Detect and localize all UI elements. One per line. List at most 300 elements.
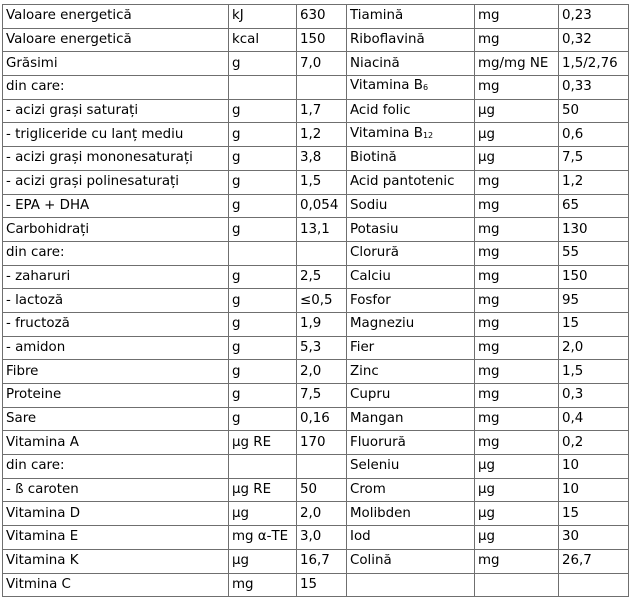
value-text: 3,0 (300, 529, 322, 545)
value-text: 170 (300, 434, 326, 450)
nutrient-name-cell (3, 5, 229, 29)
unit-text: g (232, 339, 241, 355)
unit-cell-right (475, 99, 559, 123)
nutrient-name-text-right: Calciu (350, 268, 391, 284)
nutrient-name-cell (3, 360, 229, 384)
value-text-right: 130 (562, 221, 588, 237)
nutrient-name-text: Valoare energetică (6, 32, 132, 48)
unit-text: g (232, 55, 241, 71)
nutrient-name-cell-right (347, 5, 475, 29)
value-cell-right (559, 5, 629, 29)
nutrient-name-text: Carbohidrați (6, 221, 90, 237)
value-text-right: 150 (562, 268, 588, 284)
unit-text-right: mg (478, 245, 500, 261)
unit-cell-right (475, 265, 559, 289)
nutrient-name-cell-right (347, 52, 475, 76)
value-text-right: 26,7 (562, 553, 592, 569)
value-cell (297, 360, 347, 384)
nutrient-name-cell-right (347, 502, 475, 526)
value-text: ≤0,5 (300, 292, 333, 308)
nutrient-name-cell-right (347, 455, 475, 479)
value-text: 2,5 (300, 268, 322, 284)
unit-text: µg (232, 505, 250, 521)
unit-cell-right (475, 526, 559, 550)
nutrient-name-text-right: Colină (350, 553, 392, 569)
value-text: 50 (300, 482, 318, 498)
value-cell (297, 194, 347, 218)
nutrient-name-cell (3, 194, 229, 218)
unit-cell-right (475, 170, 559, 194)
unit-text-right: mg (478, 316, 500, 332)
unit-text-right: mg (478, 387, 500, 403)
nutrient-name-cell-right (347, 28, 475, 52)
value-text-right: 10 (562, 482, 580, 498)
table-row (3, 194, 629, 218)
value-cell (297, 549, 347, 573)
nutrient-name-cell-right (347, 407, 475, 431)
value-cell-right (559, 52, 629, 76)
unit-cell-right (475, 455, 559, 479)
unit-cell-right (475, 573, 559, 597)
value-cell (297, 478, 347, 502)
unit-text: g (232, 150, 241, 166)
unit-cell-right (475, 360, 559, 384)
value-text-right: 30 (562, 529, 580, 545)
value-text-right: 15 (562, 316, 580, 332)
unit-cell-right (475, 336, 559, 360)
value-cell-right (559, 147, 629, 171)
unit-cell-right (475, 52, 559, 76)
value-text: 16,7 (300, 553, 330, 569)
nutrient-name-text-right: Magneziu (350, 316, 415, 332)
value-cell-right (559, 76, 629, 100)
nutrient-name-cell-right (347, 384, 475, 408)
nutrient-name-text: Sare (6, 411, 37, 427)
value-cell-right (559, 549, 629, 573)
value-text: 1,7 (300, 103, 322, 119)
value-text-right: 95 (562, 292, 580, 308)
value-cell (297, 502, 347, 526)
unit-cell (229, 5, 297, 29)
unit-cell (229, 526, 297, 550)
value-cell-right (559, 360, 629, 384)
table-row (3, 431, 629, 455)
unit-cell-right (475, 5, 559, 29)
unit-text: g (232, 363, 241, 379)
table-row (3, 526, 629, 550)
unit-cell (229, 360, 297, 384)
table-row (3, 407, 629, 431)
value-text: 15 (300, 576, 318, 592)
table-row (3, 455, 629, 479)
nutrient-name-text: Vitamina D (6, 505, 81, 521)
unit-text-right: mg (478, 268, 500, 284)
nutrient-name-cell (3, 526, 229, 550)
nutrient-name-cell-right (347, 123, 475, 147)
unit-cell (229, 265, 297, 289)
value-cell (297, 76, 347, 100)
nutrient-name-cell-right (347, 431, 475, 455)
table-row (3, 170, 629, 194)
value-text: 630 (300, 8, 326, 24)
value-text-right: 0,3 (562, 387, 584, 403)
table-row (3, 147, 629, 171)
value-cell-right (559, 573, 629, 597)
table-row (3, 502, 629, 526)
value-cell (297, 123, 347, 147)
nutrient-name-text-right: Sodiu (350, 197, 388, 213)
unit-text-right: mg (478, 197, 500, 213)
nutrient-name-text-right: Niacină (350, 55, 400, 71)
unit-cell (229, 241, 297, 265)
value-text-right: 1,5 (562, 363, 584, 379)
nutrient-name-text-right: Vitamina B (350, 125, 423, 141)
value-cell (297, 52, 347, 76)
nutrient-name-text-right: Mangan (350, 411, 404, 427)
unit-text-right: mg (478, 8, 500, 24)
value-cell (297, 526, 347, 550)
unit-text-right: µg (478, 126, 496, 142)
unit-text-right: µg (478, 529, 496, 545)
unit-cell-right (475, 431, 559, 455)
value-text-right: 65 (562, 197, 580, 213)
nutrient-name-text-right: Zinc (350, 363, 379, 379)
nutrient-name-text-right: Fosfor (350, 292, 391, 308)
value-cell-right (559, 99, 629, 123)
unit-text: g (232, 103, 241, 119)
unit-text-right: mg (478, 174, 500, 190)
nutrient-name-text-right: Cupru (350, 387, 391, 403)
nutrient-name-cell (3, 99, 229, 123)
value-cell-right (559, 502, 629, 526)
nutrient-name-cell-right (347, 76, 475, 100)
nutrient-name-cell (3, 265, 229, 289)
value-cell (297, 384, 347, 408)
unit-cell (229, 573, 297, 597)
value-cell-right (559, 265, 629, 289)
nutrient-name-cell (3, 170, 229, 194)
unit-cell-right (475, 312, 559, 336)
unit-cell (229, 478, 297, 502)
value-text-right: 0,4 (562, 411, 584, 427)
nutrient-name-text-right: Tiamină (350, 8, 404, 24)
nutrient-name-text: - acizi grași saturați (6, 103, 139, 119)
nutrient-name-cell (3, 289, 229, 313)
value-text: 0,054 (300, 197, 339, 213)
unit-cell (229, 549, 297, 573)
value-cell (297, 336, 347, 360)
nutrient-name-text: - amidon (6, 339, 66, 355)
value-text: 5,3 (300, 339, 322, 355)
nutrient-name-cell (3, 431, 229, 455)
nutrient-name-text-right: Molibden (350, 505, 411, 521)
unit-cell-right (475, 218, 559, 242)
nutrient-name-text: - acizi grași mononesaturați (6, 150, 193, 166)
unit-cell (229, 431, 297, 455)
table-row (3, 384, 629, 408)
value-cell (297, 407, 347, 431)
value-text-right: 7,5 (562, 150, 584, 166)
value-text-right: 0,2 (562, 434, 584, 450)
unit-text: g (232, 316, 241, 332)
nutrient-name-text: Vitmina C (6, 576, 71, 592)
unit-text-right: mg (478, 79, 500, 95)
nutrient-name-cell (3, 28, 229, 52)
table-row (3, 336, 629, 360)
unit-text-right: mg (478, 292, 500, 308)
nutrient-name-text: Proteine (6, 387, 62, 403)
value-cell-right (559, 312, 629, 336)
unit-text: kcal (232, 32, 260, 48)
nutrient-name-cell (3, 218, 229, 242)
table-row (3, 5, 629, 29)
unit-text-right: µg (478, 458, 496, 474)
nutrient-name-cell (3, 147, 229, 171)
unit-text-right: µg (478, 482, 496, 498)
value-text-right: 55 (562, 245, 580, 261)
table-row (3, 312, 629, 336)
value-text: 1,5 (300, 174, 322, 190)
unit-text: mg (232, 576, 254, 592)
table-row (3, 478, 629, 502)
nutrient-name-text: din care: (6, 458, 65, 474)
table-row (3, 549, 629, 573)
nutrient-name-text-right: Fluorură (350, 434, 406, 450)
nutrient-name-cell-right (347, 360, 475, 384)
nutrient-name-cell (3, 336, 229, 360)
unit-cell-right (475, 147, 559, 171)
unit-text: g (232, 197, 241, 213)
unit-text-right: mg (478, 411, 500, 427)
unit-cell-right (475, 123, 559, 147)
value-text: 2,0 (300, 363, 322, 379)
value-cell (297, 99, 347, 123)
value-cell-right (559, 194, 629, 218)
value-cell (297, 147, 347, 171)
unit-text-right: mg (478, 553, 500, 569)
nutrient-name-cell (3, 52, 229, 76)
nutrient-name-text: - fructoză (6, 316, 70, 332)
unit-cell (229, 76, 297, 100)
value-text: 150 (300, 32, 326, 48)
unit-text-right: µg (478, 103, 496, 119)
nutrient-name-cell-right (347, 526, 475, 550)
value-text-right: 0,32 (562, 32, 592, 48)
unit-cell (229, 123, 297, 147)
table-row (3, 123, 629, 147)
unit-cell (229, 384, 297, 408)
unit-cell-right (475, 478, 559, 502)
unit-text: µg RE (232, 434, 272, 450)
value-text-right: 10 (562, 458, 580, 474)
nutrient-name-cell (3, 407, 229, 431)
unit-text: µg RE (232, 482, 272, 498)
unit-cell (229, 170, 297, 194)
nutrient-name-cell-right (347, 312, 475, 336)
nutrient-name-text-right: Fier (350, 339, 375, 355)
nutrient-name-cell-right (347, 573, 475, 597)
unit-text: g (232, 174, 241, 190)
unit-text: g (232, 126, 241, 142)
nutrient-name-cell-right (347, 336, 475, 360)
unit-text-right: mg (478, 32, 500, 48)
value-cell (297, 455, 347, 479)
nutrient-name-text: Vitamina K (6, 553, 79, 569)
nutrient-name-cell-right (347, 241, 475, 265)
value-cell (297, 28, 347, 52)
table-row (3, 218, 629, 242)
unit-cell (229, 28, 297, 52)
unit-cell (229, 99, 297, 123)
table-row (3, 241, 629, 265)
nutrient-name-text-right: Iod (350, 529, 371, 545)
value-cell-right (559, 28, 629, 52)
table-row (3, 289, 629, 313)
unit-text-right: mg (478, 434, 500, 450)
subscript-text: 6 (422, 83, 429, 93)
unit-cell-right (475, 28, 559, 52)
nutrient-name-cell (3, 573, 229, 597)
nutrient-name-cell-right (347, 289, 475, 313)
unit-cell (229, 312, 297, 336)
unit-cell-right (475, 289, 559, 313)
unit-cell (229, 289, 297, 313)
value-text-right: 50 (562, 103, 580, 119)
nutrient-name-text: - trigliceride cu lanț mediu (6, 126, 184, 142)
nutrient-name-text: Vitamina E (6, 529, 79, 545)
value-cell (297, 312, 347, 336)
value-cell (297, 431, 347, 455)
table-row (3, 52, 629, 76)
nutrient-name-cell-right (347, 478, 475, 502)
nutrient-name-cell (3, 312, 229, 336)
value-cell (297, 5, 347, 29)
unit-cell-right (475, 76, 559, 100)
nutrient-name-cell (3, 502, 229, 526)
unit-text: g (232, 221, 241, 237)
value-cell-right (559, 218, 629, 242)
value-cell (297, 170, 347, 194)
unit-cell-right (475, 384, 559, 408)
nutrient-name-cell (3, 549, 229, 573)
unit-text: µg (232, 553, 250, 569)
nutrient-name-cell-right (347, 99, 475, 123)
nutrient-name-text: - lactoză (6, 292, 64, 308)
value-cell (297, 265, 347, 289)
nutrient-name-cell-right (347, 147, 475, 171)
nutrient-name-text-right: Potasiu (350, 221, 399, 237)
table-row (3, 265, 629, 289)
value-cell-right (559, 526, 629, 550)
unit-text-right: mg (478, 363, 500, 379)
value-cell-right (559, 431, 629, 455)
unit-text: mg α-TE (232, 529, 289, 545)
nutrient-name-cell-right (347, 218, 475, 242)
table-row (3, 573, 629, 597)
value-text: 3,8 (300, 150, 322, 166)
value-text-right: 0,23 (562, 8, 592, 24)
value-cell-right (559, 478, 629, 502)
unit-cell (229, 194, 297, 218)
value-cell-right (559, 170, 629, 194)
nutrient-name-text-right: Seleniu (350, 458, 400, 474)
nutrient-name-text-right: Acid pantotenic (350, 174, 455, 190)
nutrient-name-cell-right (347, 170, 475, 194)
unit-cell (229, 147, 297, 171)
nutrient-name-text-right: Crom (350, 482, 386, 498)
value-cell-right (559, 455, 629, 479)
value-cell-right (559, 289, 629, 313)
value-text-right: 1,2 (562, 174, 584, 190)
unit-cell (229, 455, 297, 479)
nutrient-name-cell (3, 455, 229, 479)
nutrient-name-text: din care: (6, 245, 65, 261)
unit-cell-right (475, 241, 559, 265)
nutrient-name-text-right: Acid folic (350, 103, 411, 119)
value-cell-right (559, 241, 629, 265)
value-text-right: 1,5/2,76 (562, 55, 618, 71)
nutrient-name-text: Vitamina A (6, 434, 79, 450)
value-cell (297, 289, 347, 313)
value-text: 2,0 (300, 505, 322, 521)
unit-cell-right (475, 194, 559, 218)
table-row (3, 28, 629, 52)
value-text: 13,1 (300, 221, 330, 237)
value-cell (297, 573, 347, 597)
nutrient-name-cell (3, 76, 229, 100)
value-text: 0,16 (300, 411, 330, 427)
unit-text-right: mg (478, 339, 500, 355)
nutrient-name-text: - ß caroten (6, 482, 79, 498)
unit-text: g (232, 292, 241, 308)
table-row (3, 360, 629, 384)
nutrition-table (2, 4, 629, 597)
value-text: 1,2 (300, 126, 322, 142)
value-cell-right (559, 384, 629, 408)
nutrient-name-cell (3, 241, 229, 265)
value-text-right: 2,0 (562, 339, 584, 355)
nutrient-name-text: Valoare energetică (6, 8, 132, 24)
table-row (3, 76, 629, 100)
nutrient-name-text-right: Clorură (350, 245, 399, 261)
nutrient-name-text: - zaharuri (6, 268, 71, 284)
value-cell (297, 241, 347, 265)
unit-text-right: µg (478, 505, 496, 521)
value-text: 7,0 (300, 55, 322, 71)
value-text: 1,9 (300, 316, 322, 332)
nutrition-table-body (3, 5, 629, 597)
value-text-right: 0,33 (562, 79, 592, 95)
nutrient-name-cell-right (347, 194, 475, 218)
unit-text-right: mg (478, 221, 500, 237)
nutrient-name-text: Grăsimi (6, 55, 58, 71)
unit-text: g (232, 411, 241, 427)
value-cell-right (559, 123, 629, 147)
unit-cell-right (475, 407, 559, 431)
unit-text-right: µg (478, 150, 496, 166)
value-cell-right (559, 407, 629, 431)
nutrient-name-cell-right (347, 549, 475, 573)
unit-cell (229, 407, 297, 431)
nutrient-name-cell (3, 384, 229, 408)
unit-cell (229, 502, 297, 526)
nutrient-name-cell (3, 123, 229, 147)
nutrient-name-text: - EPA + DHA (6, 197, 90, 213)
unit-text-right: mg/mg NE (478, 55, 549, 71)
table-row (3, 99, 629, 123)
nutrient-name-text-right: Biotină (350, 150, 397, 166)
nutrient-name-text-right: Riboflavină (350, 32, 425, 48)
